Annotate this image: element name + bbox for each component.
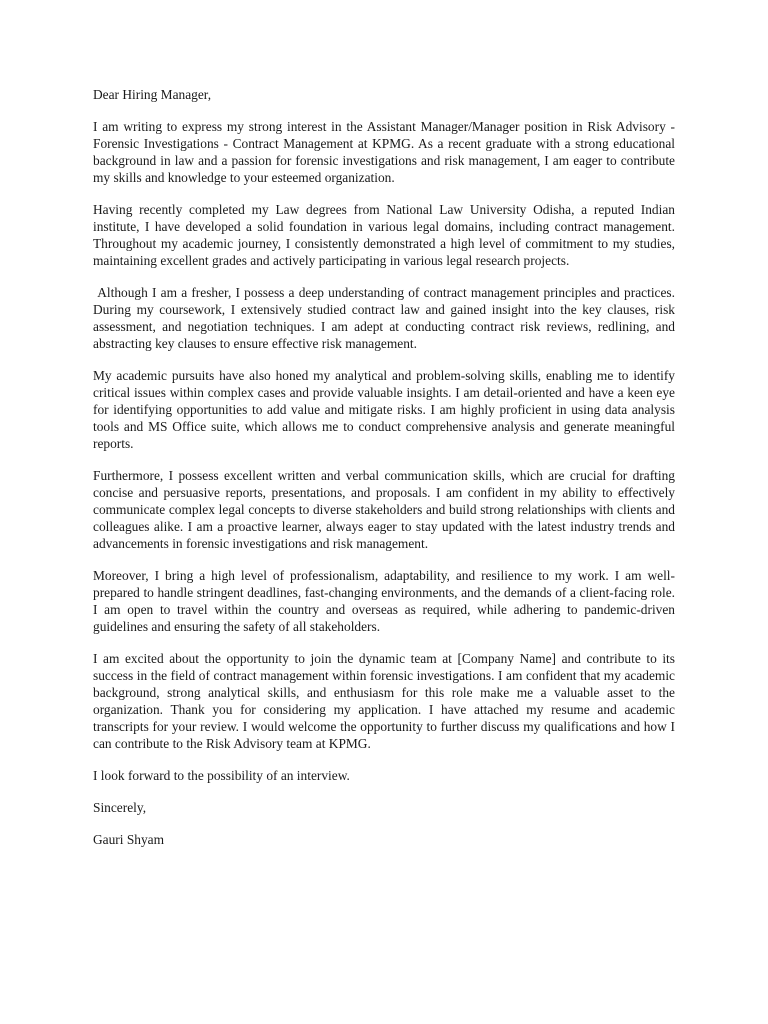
paragraph-professionalism: Moreover, I bring a high level of professionalism, adaptability, and resilience to my work. I am well-prepared to handle stringent deadlines, fast-changing environments, and the demands of a client-facing role. I am open to travel within the country and overseas as required, while adhering to pandemic-driven guidelines and ensuring the safety of all stakeholders. [93, 568, 675, 634]
paragraph-communication: Furthermore, I possess excellent written and verbal communication skills, which are crucial for drafting concise and persuasive reports, presentations, and proposals. I am confident in my ability to effectively communicate complex legal concepts to diverse stakeholders and build strong relationships with clients and colleagues alike. I am a proactive learner, always eager to stay updated with the latest industry trends and advancements in forensic investigations and risk management. [93, 468, 675, 551]
paragraph-analytical-skills: My academic pursuits have also honed my analytical and problem-solving skills, enabling me to identify critical issues within complex cases and provide valuable insights. I am detail-oriented and have a keen eye for identifying opportunities to add value and mitigate risks. I am highly proficient in using data analysis tools and MS Office suite, which allows me to conduct comprehensive analysis and generate meaningful reports. [93, 368, 675, 451]
closing: Sincerely, [93, 800, 147, 815]
paragraph-contract-knowledge: Although I am a fresher, I possess a deep understanding of contract management principles and practices. During my coursework, I extensively studied contract law and gained insight into the key clauses, risk assessment, and negotiation techniques. I am adept at conducting contract risk reviews, redlining, and abstracting key clauses to ensure effective risk management. [93, 285, 679, 351]
paragraph-interest: I am writing to express my strong interest in the Assistant Manager/Manager position in Risk Advisory - Forensic Investigations - Contract Management at KPMG. As a recent graduate with a strong educational background in law and a passion for forensic investigations and risk management, I am eager to contribute my skills and knowledge to your esteemed organization. [93, 119, 675, 185]
paragraph-education: Having recently completed my Law degrees from National Law University Odisha, a reputed Indian institute, I have developed a solid foundation in various legal domains, including contract management. Throughout my academic journey, I consistently demonstrated a high level of commitment to my studies, maintaining excellent grades and actively participating in various legal research projects. [93, 202, 675, 268]
letter-page [93, 86, 679, 863]
signature-name: Gauri Shyam [93, 832, 165, 847]
salutation: Dear Hiring Manager, [93, 87, 212, 102]
paragraph-interview: I look forward to the possibility of an interview. [93, 768, 350, 783]
paragraph-opportunity: I am excited about the opportunity to join the dynamic team at [Company Name] and contribute to its success in the field of contract management within forensic investigations. I am confident that my academic background, strong analytical skills, and enthusiasm for this role make me a valuable asset to the organization. Thank you for considering my application. I have attached my resume and academic transcripts for your review. I would welcome the opportunity to further discuss my qualifications and how I can contribute to the Risk Advisory team at KPMG. [93, 651, 675, 751]
